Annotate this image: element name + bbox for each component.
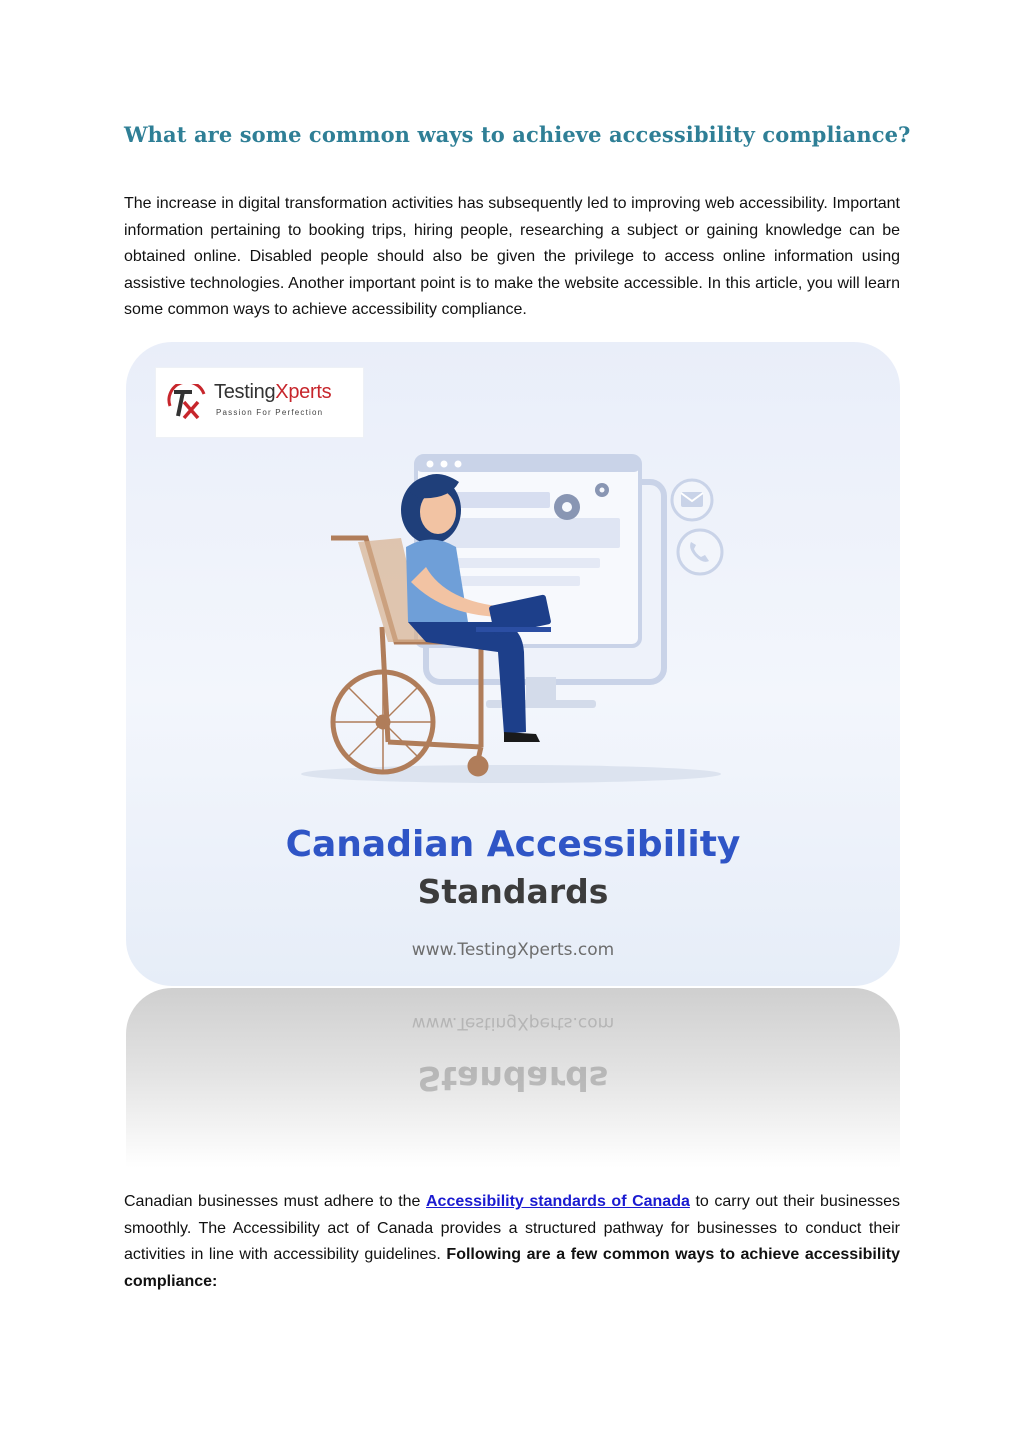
logo-tagline: Passion For Perfection [216,408,324,417]
phone-icon [678,530,722,574]
hero-title: Canadian Accessibility [285,824,741,865]
reflection-content [126,988,900,1168]
reflection-subtitle: Standards [417,1059,609,1098]
hero-subtitle: Standards [417,872,609,911]
reflection-url: www.TestingXperts.com [411,1013,615,1033]
hero-url: www.TestingXperts.com [411,940,615,960]
body-paragraph [124,1189,900,1295]
body-text-before-link: Canadian businesses must adhere to the [124,1193,426,1210]
tx-logo-icon [166,384,208,420]
body-bold-text: Following are a few common ways to achieve accessibility compliance: [124,1246,900,1290]
accessibility-standards-link[interactable]: Accessibility standards of Canada [426,1193,690,1210]
hero-image [126,342,900,986]
mail-icon [672,480,712,520]
hero-reflection [126,988,900,1168]
testingxperts-logo [156,368,363,437]
intro-paragraph: The increase in digital transformation activities has subsequently led to improving web accessibility. Important information pertaining to booking trips, hiring people, researching a subject or gaining knowledge can be obtained online. Disabled people should also be given the privilege to access online information using assistive technologies. Another important point is to make the website accessible. In this article, you will learn some common ways to achieve accessibility compliance. [124,195,900,319]
article-heading: What are some common ways to achieve accessibility compliance? [124,122,911,147]
logo-wordmark: TestingXperts [214,381,332,403]
body-text-after-link: to carry out their businesses smoothly. The Accessibility act of Canada provides a structured pathway for businesses to conduct their activities in line with accessibility guidelines. [124,1193,901,1264]
